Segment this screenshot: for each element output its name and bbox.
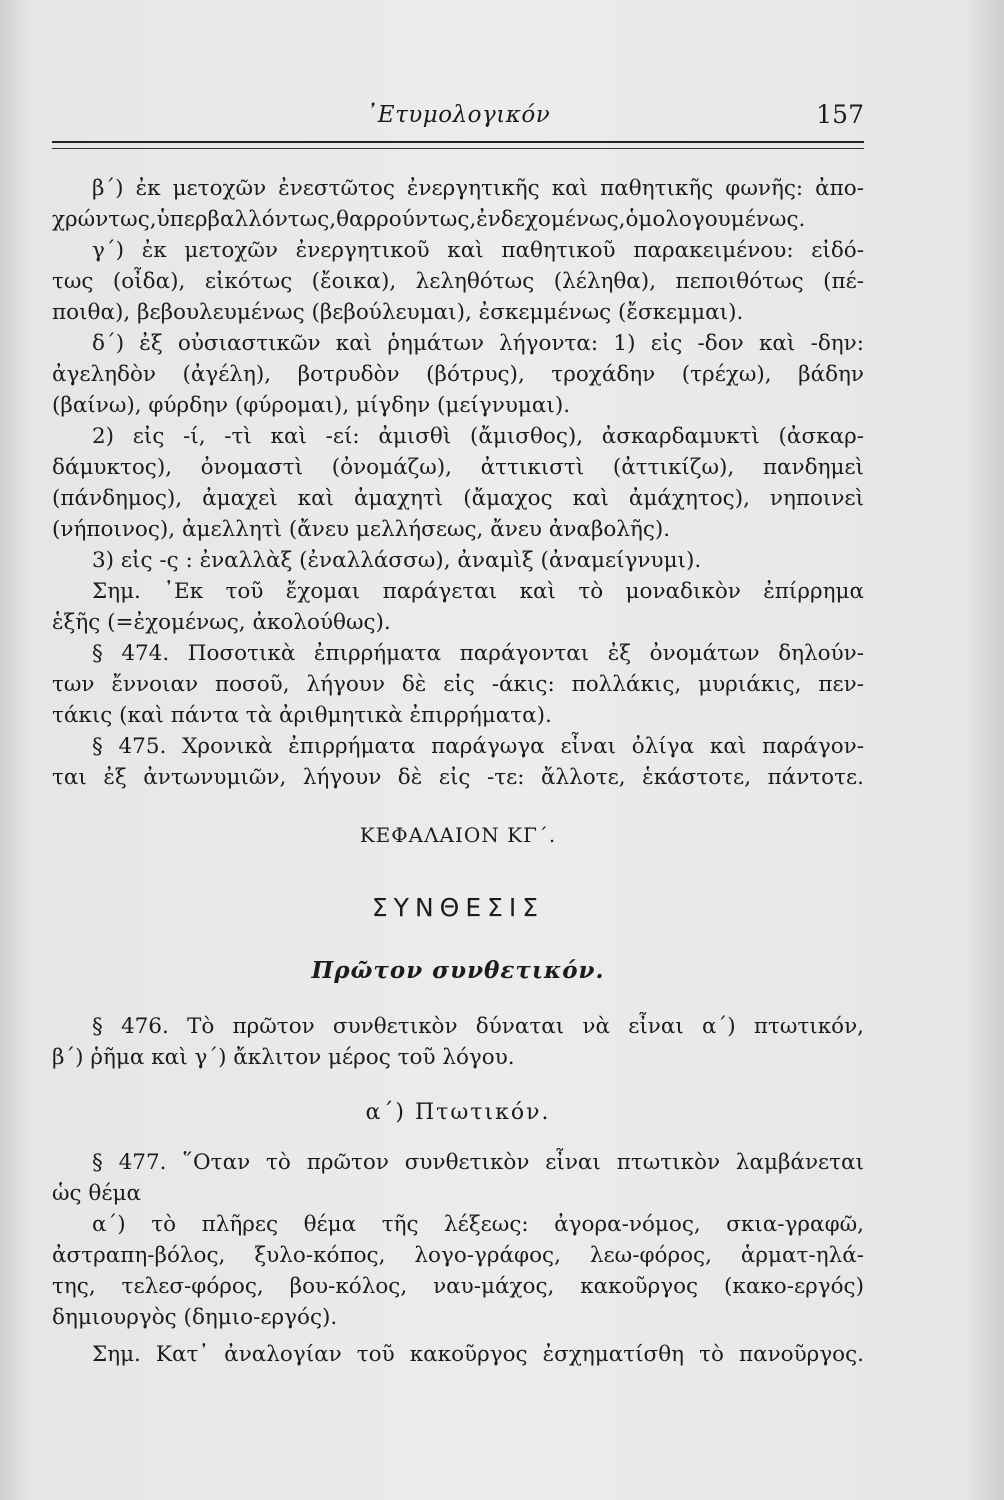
text-line: (πάνδημος), ἀμαχεὶ καὶ ἀμαχητὶ (ἄμαχος καὶ ἀμάχητος), νηποινεὶ bbox=[52, 486, 864, 511]
text-line: ἀστραπη-βόλος, ξυλο-κόπος, λογο-γράφος, λεω-φόρος, ἁρματ-ηλά- bbox=[52, 1243, 864, 1268]
subtitle: Πρῶτον συνθετικόν. bbox=[311, 957, 605, 984]
text-line: των ἔννοιαν ποσοῦ, λήγουν δὲ εἰς -άκις: πολλάκις, μυριάκις, πεν- bbox=[52, 672, 864, 697]
text-line: δάμυκτος), ὀνομαστὶ (ὀνομάζω), ἀττικιστὶ (ἀττικίζω), πανδημεὶ bbox=[52, 455, 864, 480]
text-line: χρώντως,ὑπερβαλλόντως,θαρρούντως,ἐνδεχομένως,ὁμολογουμένως. bbox=[52, 207, 806, 232]
text-line: γ΄) ἐκ μετοχῶν ἐνεργητικοῦ καὶ παθητικοῦ παρακειμένου: εἰδό- bbox=[92, 238, 864, 263]
text-line: τως (οἶδα), εἰκότως (ἔοικα), λεληθότως (λέληθα), πεποιθότως (πέ- bbox=[52, 269, 864, 294]
text-line: β΄) ἐκ μετοχῶν ἐνεστῶτος ἐνεργητικῆς καὶ παθητικῆς φωνῆς: ἀπο- bbox=[92, 176, 864, 201]
page-number: 157 bbox=[816, 100, 864, 129]
text-line: δημιουργὸς (δημιο-εργός). bbox=[52, 1305, 338, 1330]
text-line: α΄) τὸ πλῆρες θέμα τῆς λέξεως: ἀγορα-νόμος, σκια-γραφῶ, bbox=[92, 1212, 864, 1237]
text-line: ποιθα), βεβουλευμένως (βεβούλευμαι), ἐσκεμμένως (ἔσκεμμαι). bbox=[52, 300, 744, 325]
text-line: (νήποινος), ἀμελλητὶ (ἄνευ μελλήσεως, ἄνευ ἀναβολῆς). bbox=[52, 517, 671, 542]
paragraph-474: § 474. Ποσοτικὰ ἐπιρρήματα παράγονται ἐξ ὀνομάτων δηλούν- bbox=[92, 641, 864, 666]
page-header bbox=[52, 98, 864, 138]
note-line: Σημ. ᾽Εκ τοῦ ἔχομαι παράγεται καὶ τὸ μοναδικὸν ἐπίρρημα bbox=[92, 579, 864, 604]
paragraph-476: § 476. Τὸ πρῶτον συνθετικὸν δύναται νὰ εἶναι α΄) πτωτικόν, bbox=[92, 1014, 864, 1039]
header-rule bbox=[52, 141, 864, 143]
text-line: 2) εἰς -ί, -τὶ καὶ -εί: ἀμισθὶ (ἄμισθος), ἀσκαρδαμυκτὶ (ἀσκαρ- bbox=[92, 424, 864, 449]
text-line: δ΄) ἐξ οὐσιαστικῶν καὶ ῥημάτων λήγοντα: 1) εἰς -δον καὶ -δην: bbox=[92, 331, 864, 356]
paragraph-477: § 477. ῞Οταν τὸ πρῶτον συνθετικὸν εἶναι πτωτικὸν λαμβάνεται bbox=[92, 1150, 864, 1175]
header-rule-thin bbox=[52, 148, 864, 149]
text-line: (βαίνω), φύρδην (φύρομαι), μίγδην (μείγνυμαι). bbox=[52, 393, 571, 418]
paragraph-475: § 475. Χρονικὰ ἐπιρρήματα παράγωγα εἶναι ὀλίγα καὶ παράγον- bbox=[92, 734, 864, 759]
chapter-heading: ΚΕΦΑΛΑΙΟΝ ΚΓ΄. bbox=[359, 823, 557, 847]
subsection-heading: α΄) Πτωτικόν. bbox=[365, 1100, 551, 1125]
text-line: ὡς θέμα bbox=[52, 1181, 141, 1206]
text-line: τάκις (καὶ πάντα τὰ ἀριθμητικὰ ἐπιρρήματα). bbox=[52, 703, 552, 728]
text-line: 3) εἰς -ς : ἐναλλὰξ (ἐναλλάσσω), ἀναμὶξ (ἀναμείγνυμι). bbox=[92, 548, 702, 573]
text-line: ται ἐξ ἀντωνυμιῶν, λήγουν δὲ εἰς -τε: ἄλλοτε, ἑκάστοτε, πάντοτε. bbox=[52, 765, 864, 790]
section-title: ΣΥΝΘΕΣΙΣ bbox=[371, 893, 545, 922]
running-title: ᾽Ετυμολογικόν bbox=[365, 102, 551, 128]
text-line: ἀγεληδὸν (ἀγέλη), βοτρυδὸν (βότρυς), τροχάδην (τρέχω), βάδην bbox=[52, 362, 864, 387]
text-line: β΄) ῥῆμα καὶ γ΄) ἄκλιτον μέρος τοῦ λόγου. bbox=[52, 1045, 515, 1070]
note-line: Σημ. Κατ᾽ ἀναλογίαν τοῦ κακοῦργος ἐσχηματίσθη τὸ πανοῦργος. bbox=[92, 1342, 864, 1367]
text-line: της, τελεσ-φόρος, βου-κόλος, ναυ-μάχος, κακοῦργος (κακο-εργός) bbox=[52, 1274, 864, 1299]
note-line: ἑξῆς (=ἐχομένως, ἀκολούθως). bbox=[52, 610, 391, 635]
